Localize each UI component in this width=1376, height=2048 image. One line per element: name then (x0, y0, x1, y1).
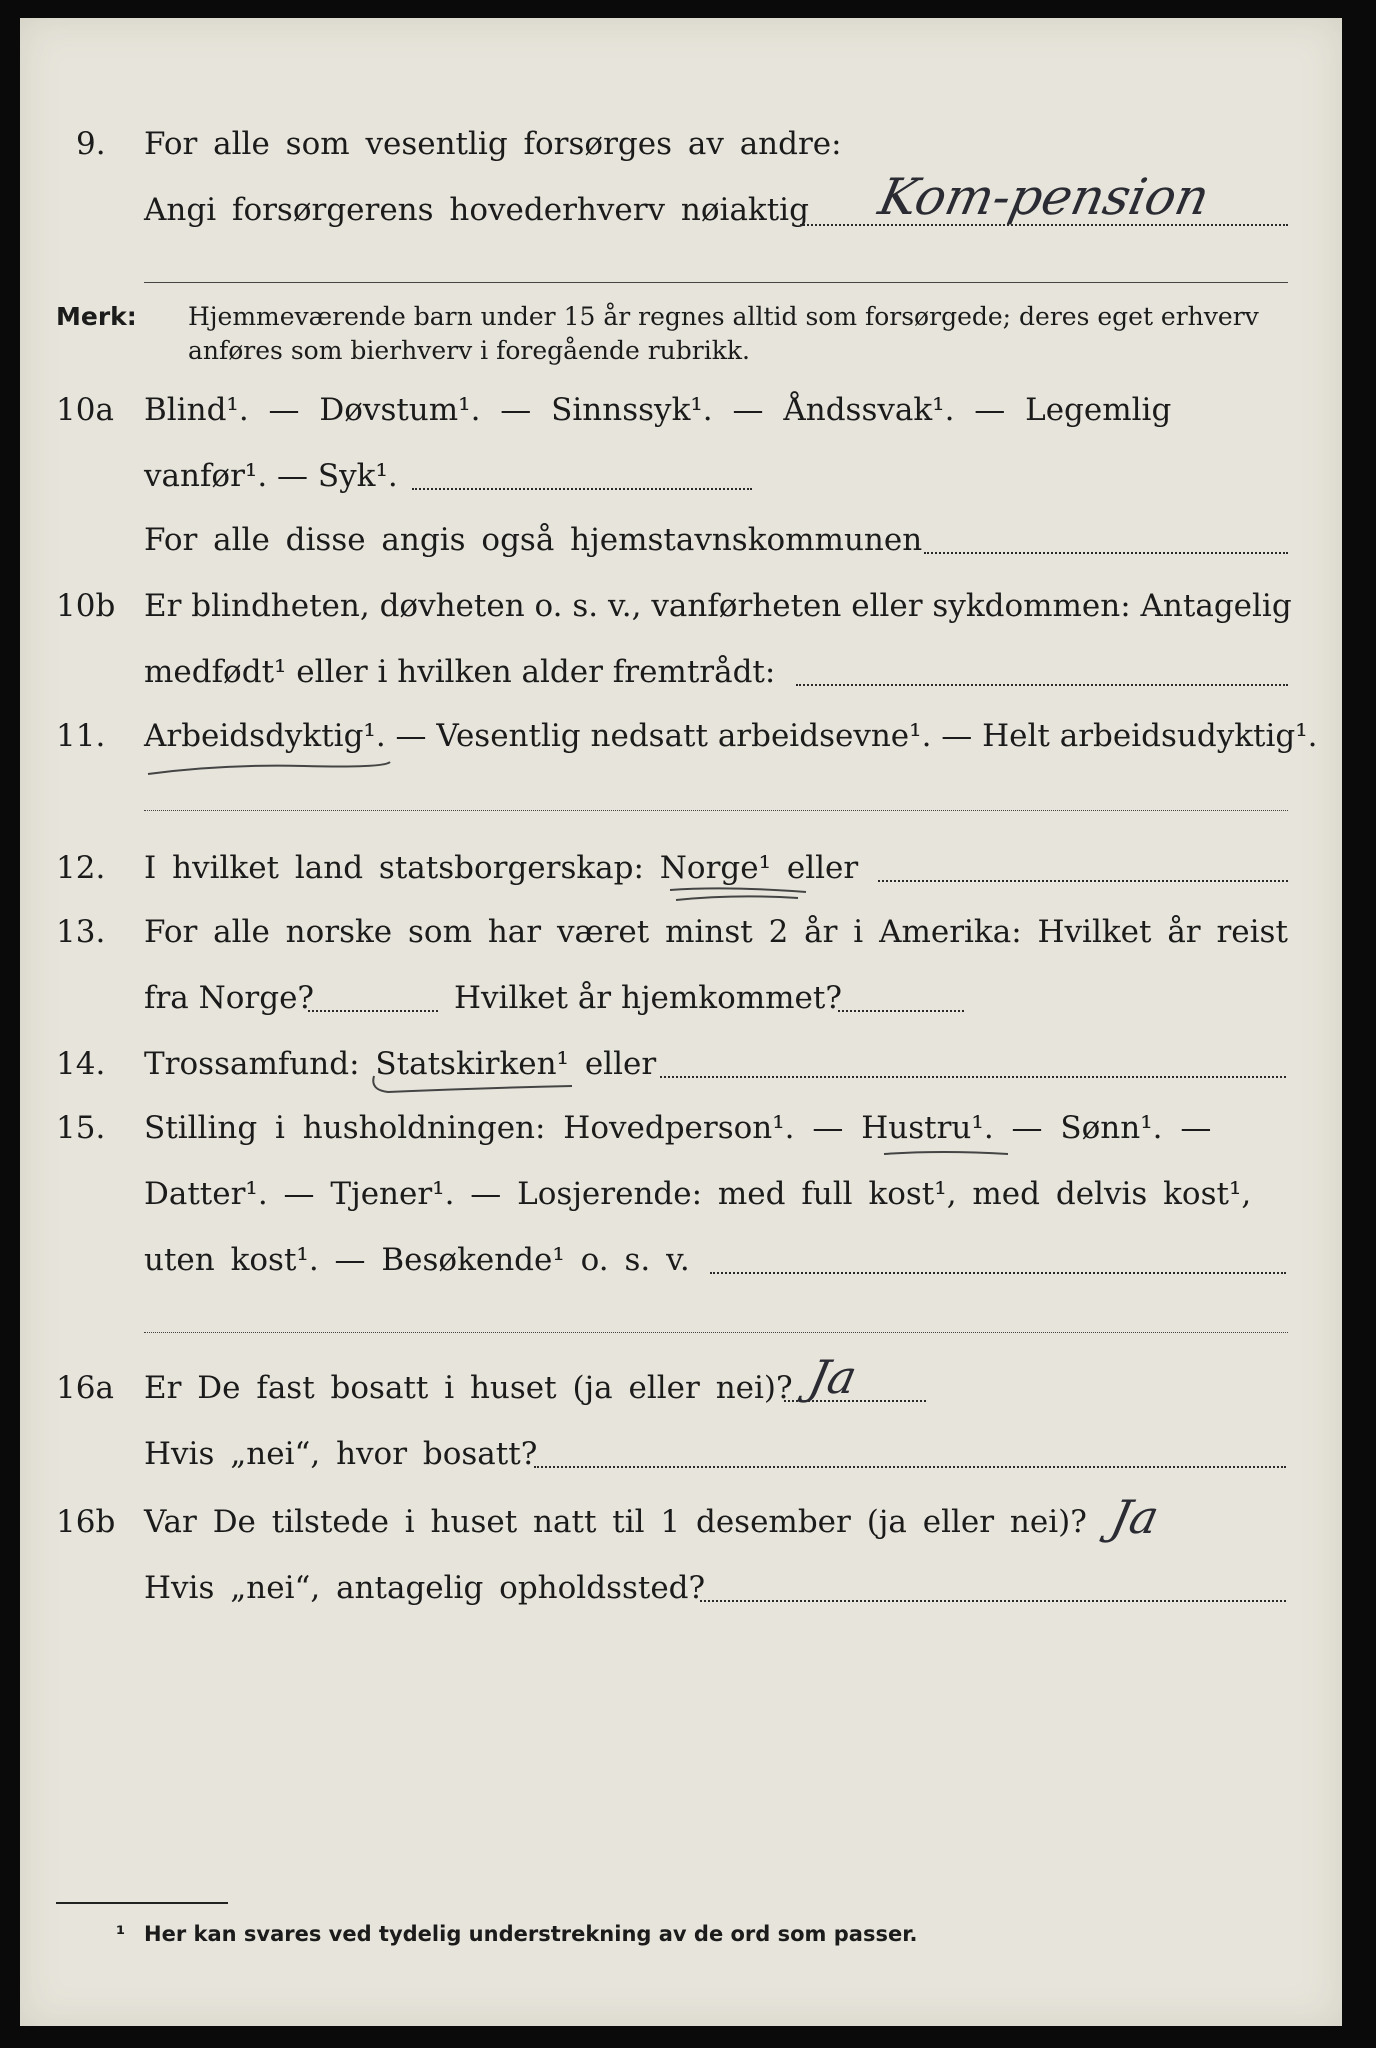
q16b-number: 16b (56, 1504, 116, 1540)
q14-handwritten-underline (368, 1072, 578, 1098)
q16b-line2: Hvis „nei“, antagelig opholdssted? (144, 1570, 706, 1606)
q10a-line1: Blind¹. — Døvstum¹. — Sinnssyk¹. — Åndssvak¹. — Legemlig (144, 392, 1172, 428)
census-form-page (20, 18, 1342, 2026)
q12-number: 12. (56, 850, 106, 886)
q14-line1: Trossamfund: Statskirken¹ eller (144, 1046, 657, 1082)
q9-number: 9. (76, 126, 106, 162)
q9-line1: For alle som vesentlig forsørges av andre: (144, 126, 842, 162)
q11-line1: Arbeidsdyktig¹. — Vesentlig nedsatt arbeidsevne¹. — Helt arbeidsudyktig¹. (144, 718, 1318, 754)
q10b-line2: medfødt¹ eller i hvilken alder fremtrådt: (144, 654, 776, 690)
q15-line1: Stilling i husholdningen: Hovedperson¹. — Hustru¹. — Sønn¹. — (144, 1110, 1212, 1146)
q15-handwritten-underline (882, 1146, 1012, 1162)
q10b-line1: Er blindheten, døvheten o. s. v., vanførheten eller sykdommen: Antagelig (144, 588, 1292, 624)
q10a-answer-line (412, 488, 752, 490)
q16a-line1: Er De fast bosatt i huset (ja eller nei)? (144, 1370, 793, 1406)
q10a-line2: vanfør¹. — Syk¹. (144, 458, 398, 494)
q13-number: 13. (56, 914, 106, 950)
q16b-handwritten-answer: Ja (1106, 1490, 1164, 1544)
divider (144, 1332, 1288, 1333)
q13-return-line (838, 1010, 964, 1012)
merk-label: Merk: (56, 302, 137, 331)
q10a-line3: For alle disse angis også hjemstavnskommunen (144, 522, 923, 558)
q15-answer-line (710, 1272, 1286, 1274)
q16a-number: 16a (56, 1370, 114, 1406)
q11-handwritten-underline (144, 756, 394, 780)
q11-number: 11. (56, 718, 106, 754)
q13-line1: For alle norske som har været minst 2 år i Amerika: Hvilket år reist (144, 914, 1288, 950)
merk-line2: anføres som bierhverv i foregående rubrikk. (188, 336, 750, 365)
q10b-number: 10b (56, 588, 116, 624)
q16a-residence-line (534, 1466, 1286, 1468)
q12-handwritten-underline (666, 884, 816, 906)
footnote-text: Her kan svares ved tydelig understrekning av de ord som passer. (144, 1922, 918, 1946)
q15-number: 15. (56, 1110, 106, 1146)
q12-line1: I hvilket land statsborgerskap: Norge¹ eller (144, 850, 859, 886)
q16a-handwritten-answer: Ja (804, 1350, 862, 1404)
divider (144, 810, 1288, 811)
divider (144, 282, 1288, 283)
q10a-number: 10a (56, 392, 114, 428)
q14-number: 14. (56, 1046, 106, 1082)
q13-line2a: fra Norge? (144, 980, 315, 1016)
q16b-whereabouts-line (700, 1600, 1286, 1602)
q10b-answer-line (796, 684, 1288, 686)
q9-handwritten-answer: Kom-pension (873, 168, 1215, 226)
q15-line2: Datter¹. — Tjener¹. — Losjerende: med full kost¹, med delvis kost¹, (144, 1176, 1252, 1212)
q9-line2: Angi forsørgerens hovederhverv nøiaktig (144, 192, 809, 228)
q13-line2b: Hvilket år hjemkommet? (454, 980, 842, 1016)
q12-answer-line (878, 880, 1288, 882)
q16b-line1: Var De tilstede i huset natt til 1 desember (ja eller nei)? (144, 1504, 1087, 1540)
q14-answer-line (660, 1076, 1286, 1078)
merk-line1: Hjemmeværende barn under 15 år regnes alltid som forsørgede; deres eget erhverv (188, 302, 1259, 331)
footnote-mark: ¹ (116, 1922, 126, 1946)
q13-departure-line (308, 1010, 438, 1012)
q10a-hometown-line (924, 552, 1288, 554)
q15-line3: uten kost¹. — Besøkende¹ o. s. v. (144, 1242, 690, 1278)
footnote-rule (56, 1902, 228, 1904)
q16a-line2: Hvis „nei“, hvor bosatt? (144, 1436, 538, 1472)
